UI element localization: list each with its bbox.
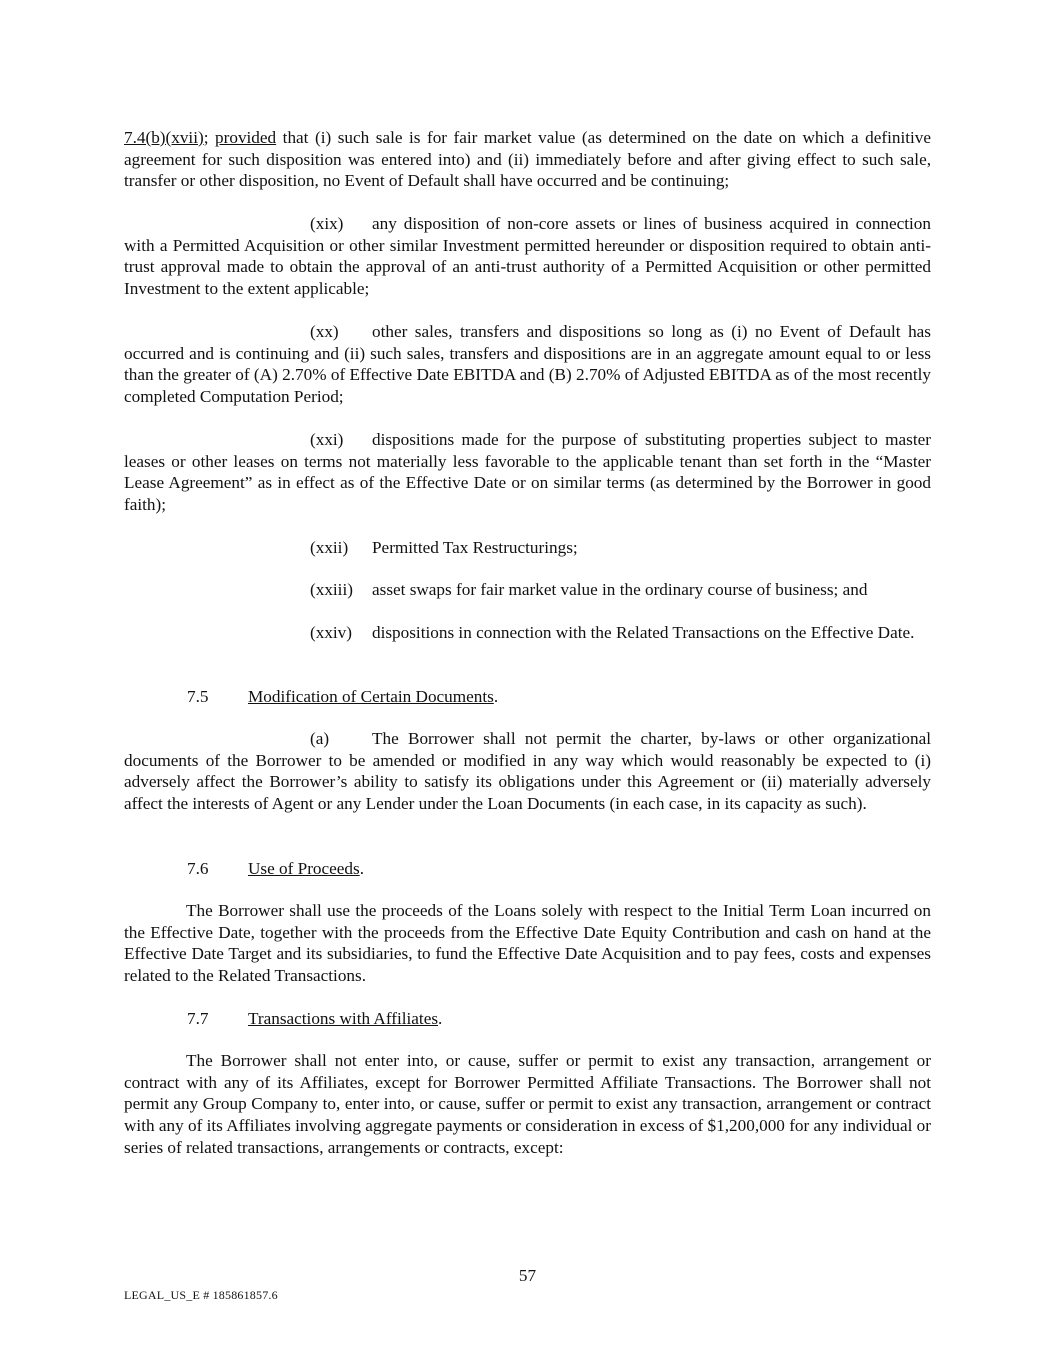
clause-label: (xix) <box>310 214 344 233</box>
clause-label: (xxiv) <box>310 623 353 642</box>
clause-xxii: (xxii) Permitted Tax Restructurings; <box>310 538 578 557</box>
section-number-7-7: 7.7 <box>187 1009 209 1028</box>
clause-label: (xx) <box>310 322 339 341</box>
section-7-6-body: The Borrower shall use the proceeds of the Loans solely with respect to the Initial Term Loan incurred on the Effective Date, together with the proceeds from the Effective Date Equity Contribution and cash on hand at the Effective Date Target and its subsidiaries, to fund the Effective Date Acquisition and to pay fees, costs and expenses related to the Related Transactions. <box>124 901 931 986</box>
clause-label: (a) <box>310 729 330 748</box>
clause-xxi: (xxi) dispositions made for the purpose of substituting properties subject to master leases or other leases on terms not materially less favorable to the applicable tenant than set forth in the “Master Lease Agreement” as in effect as of the Effective Date or on similar terms (as determined by the Borrower in good faith); <box>124 430 931 515</box>
clause-xix: (xix) any disposition of non-core assets or lines of business acquired in connection with a Permitted Acquisition or other similar Investment permitted hereunder or disposition required to obtain anti-trust approval made to obtain the approval of an anti-trust authority of a Permitted Acquisition or other permitted Investment to the extent applicable; <box>124 214 931 299</box>
page-number: 57 <box>518 1266 537 1285</box>
cross-reference: 7.4(b)(xvii) <box>124 128 204 147</box>
provided-term: provided <box>215 128 277 147</box>
section-heading-7-7: Transactions with Affiliates. <box>248 1009 443 1028</box>
clause-xx: (xx) other sales, transfers and dispositions so long as (i) no Event of Default has occurred and is continuing and (ii) such sales, transfers and dispositions are in an aggregate amount equal to or less than the greater of (A) 2.70% of Effective Date EBITDA and (B) 2.70% of Adjusted EBITDA as of the most recently completed Computation Period; <box>124 322 931 407</box>
paragraph-provided-clause: 7.4(b)(xvii); provided that (i) such sale is for fair market value (as determined on the date on which a definitive agreement for such disposition was entered into) and (ii) immediately before and after giving effect to such sale, transfer or other disposition, no Event of Default shall have occurred and be continuing; <box>124 128 931 191</box>
clause-label: (xxiii) <box>310 580 353 599</box>
document-id: LEGAL_US_E # 185861857.6 <box>124 1288 278 1302</box>
clause-xxiii: (xxiii) asset swaps for fair market value in the ordinary course of business; and <box>310 580 868 599</box>
section-number-7-5: 7.5 <box>187 687 209 706</box>
clause-label: (xxi) <box>310 430 344 449</box>
clause-label: (xxii) <box>310 538 349 557</box>
section-number-7-6: 7.6 <box>187 859 209 878</box>
section-7-7-body: The Borrower shall not enter into, or cause, suffer or permit to exist any transaction, arrangement or contract with any of its Affiliates, except for Borrower Permitted Affiliate Transactions. The Borrower shall not permit any Group Company to, enter into, or cause, suffer or permit to exist any transaction, arrangement or contract with any of its Affiliates involving aggregate payments or consideration in excess of $1,200,000 for any individual or series of related transactions, arrangements or contracts, except: <box>124 1051 931 1157</box>
clause-xxiv: (xxiv) dispositions in connection with the Related Transactions on the Effective Date. <box>310 623 915 642</box>
section-heading-7-5: Modification of Certain Documents. <box>248 687 499 706</box>
section-heading-7-6: Use of Proceeds. <box>248 859 364 878</box>
section-7-5-clause-a: (a) The Borrower shall not permit the charter, by-laws or other organizational documents of the Borrower to be amended or modified in any way which would reasonably be expected to (i) adversely affect the Borrower’s ability to satisfy its obligations under this Agreement or (ii) materially adversely affect the interests of Agent or any Lender under the Loan Documents (in each case, in its capacity as such). <box>124 729 931 814</box>
